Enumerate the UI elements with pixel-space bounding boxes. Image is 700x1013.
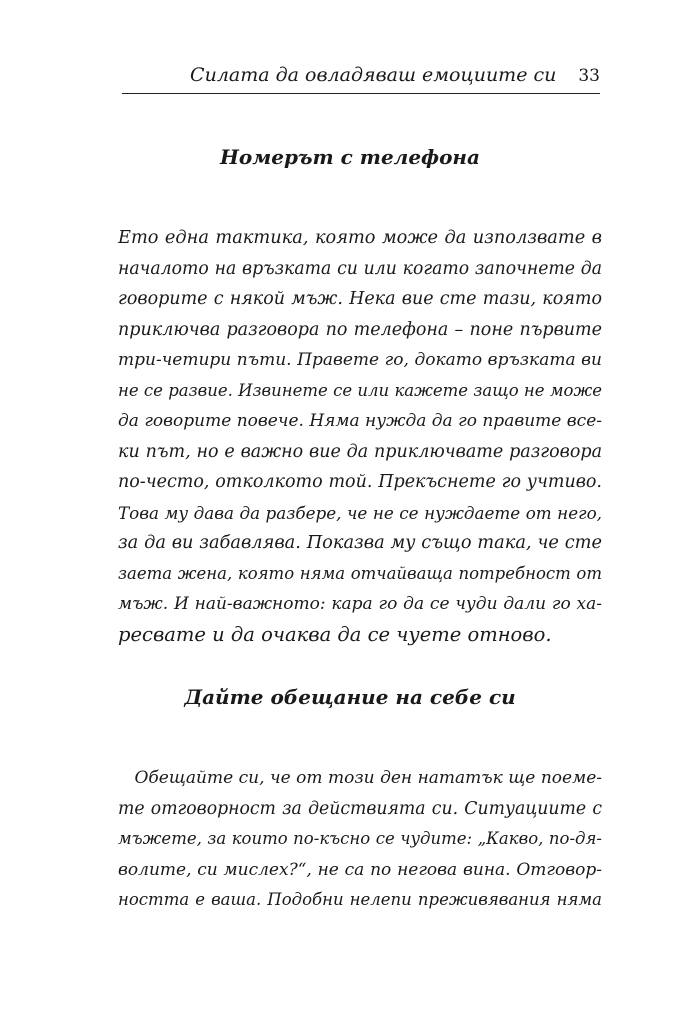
paragraph-line: не се развие. Извинете се или кажете защо не може <box>118 380 602 400</box>
paragraph-line: по-често, отколкото той. Прекъснете го учтиво. <box>118 472 602 492</box>
paragraph-line: три-четири пъти. Правете го, докато връзката ви <box>118 350 602 370</box>
paragraph-line: мъж. И най-важното: кара го да се чуди дали го ха- <box>118 594 602 614</box>
paragraph-line: Това му дава да разбере, че не се нуждаете от него, <box>118 502 602 523</box>
paragraph-line: Обещайте си, че от този ден нататък ще поеме- <box>118 768 602 788</box>
section-heading-phone-trick: Номерът с телефона <box>220 145 480 169</box>
paragraph-line: ността е ваша. Подобни нелепи преживявания няма <box>118 890 602 909</box>
paragraph-line: за да ви забавлява. Показва му също така, че сте <box>118 533 602 553</box>
running-head <box>122 64 600 86</box>
paragraph-line: ки път, но е важно вие да приключвате разговора <box>118 441 602 462</box>
paragraph-line: ресвате и да очаква да се чуете отново. <box>118 622 552 646</box>
paragraph-promise <box>118 763 602 916</box>
paragraph-line: те отговорност за действията си. Ситуациите с <box>118 798 602 819</box>
paragraph-line: говорите с някой мъж. Нека вие сте тази, която <box>118 289 602 309</box>
paragraph-line: заета жена, която няма отчайваща потребност от <box>118 563 602 583</box>
running-head-title: Силата да овладяваш емоциите си <box>190 64 557 86</box>
section-heading-promise: Дайте обещание на себе си <box>184 685 516 709</box>
paragraph-line: волите, си мислех?“, не са по негова вина. Отговор- <box>118 859 602 880</box>
paragraph-phone-trick <box>118 223 602 650</box>
paragraph-line: Ето една тактика, която може да използвате в <box>118 228 602 248</box>
paragraph-line: мъжете, за които по-късно се чудите: „Какво, по-дя- <box>118 829 602 848</box>
paragraph-line: началото на връзката си или когато започнете да <box>118 258 602 279</box>
paragraph-line: да говорите повече. Няма нужда да го правите все- <box>118 411 602 431</box>
page-number: 33 <box>578 66 600 86</box>
paragraph-line: приключва разговора по телефона – поне първите <box>118 319 602 340</box>
header-rule <box>122 93 600 94</box>
